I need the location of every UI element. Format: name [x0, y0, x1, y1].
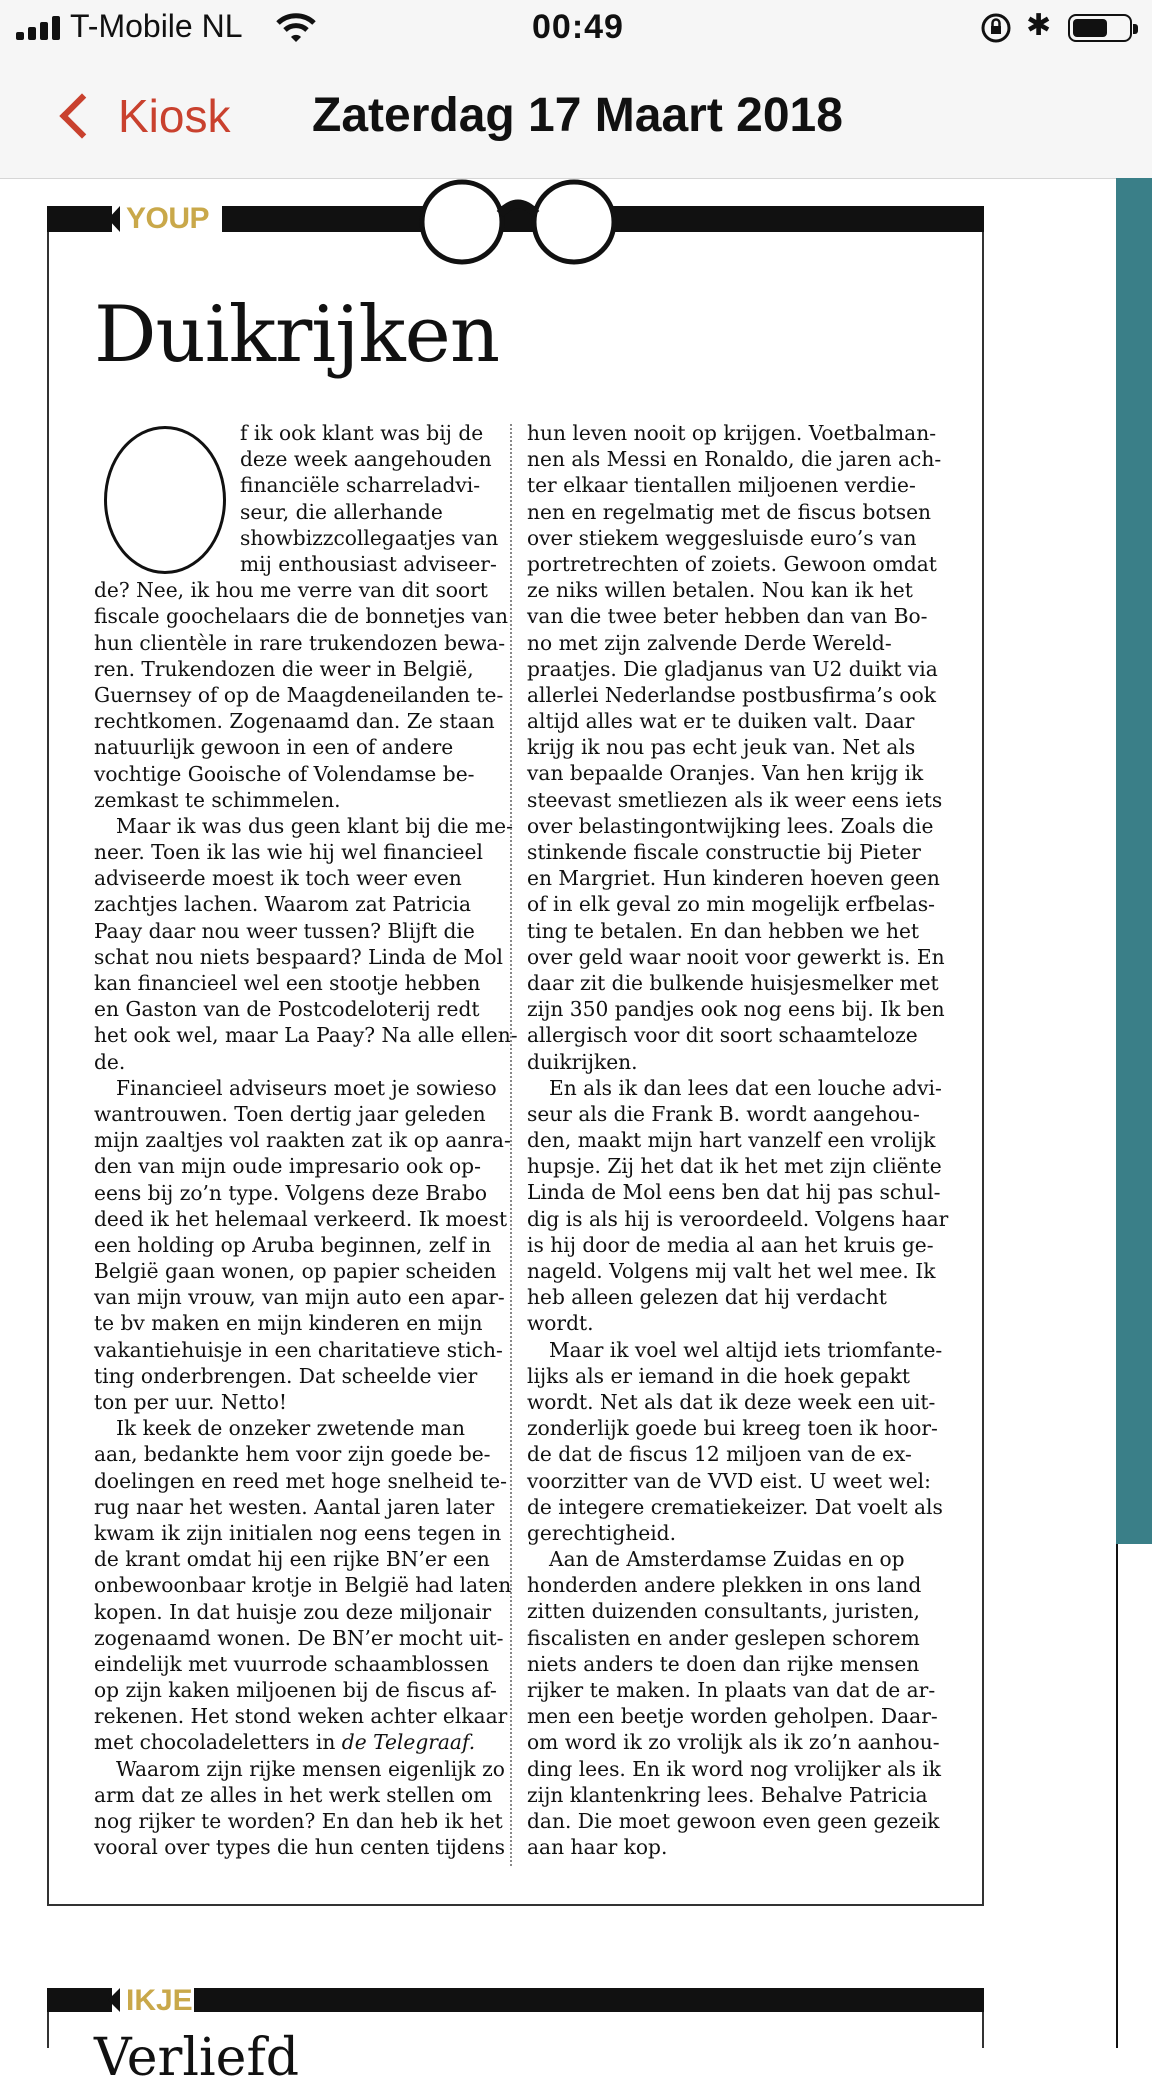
text-line: Paay daar nou weer tussen? Blijft die	[94, 918, 475, 943]
text-line: Aan de Amsterdamse Zuidas en op	[549, 1547, 905, 1572]
clock: 00:49	[532, 8, 624, 46]
column-divider	[510, 424, 512, 1866]
text-line: kwam ik zijn initialen nog eens tegen in	[94, 1520, 502, 1545]
text-line: nageld. Volgens mij valt het wel mee. Ik	[527, 1259, 936, 1283]
text-line: nen en regelmatig met de fiscus botsen	[527, 499, 932, 524]
bluetooth-icon: ✱	[1026, 9, 1052, 42]
article-column-1	[94, 577, 518, 1860]
text-line: rug naar het westen. Aantal jaren later	[94, 1494, 495, 1519]
text-line: gerechtigheid.	[527, 1520, 677, 1545]
text-line: een holding op Aruba beginnen, zelf in	[94, 1232, 492, 1257]
text-line: seur, die allerhande	[240, 499, 443, 524]
text-line: nen als Messi en Ronaldo, die jaren ach-	[527, 447, 942, 472]
text-line: onbewoonbaar krotje in België had laten	[94, 1573, 512, 1598]
text-line: hupsje. Zij het dat ik het met zijn cliënte	[527, 1154, 942, 1179]
text-line: no met zijn zalvende Derde Wereld-	[527, 630, 892, 655]
text-line: zijn 350 pandjes ook nog eens bij. Ik ben	[527, 997, 945, 1022]
text-line: wordt. Net als dat ik deze week een uit-	[527, 1389, 936, 1414]
text-line: Guernsey of op de Maagdeneilanden te-	[94, 682, 504, 707]
wifi-icon	[276, 12, 316, 44]
text-line: met chocoladeletters in de Telegraaf.	[94, 1730, 476, 1755]
text-line: Ik keek de onzeker zwetende man	[116, 1416, 466, 1441]
article-intro-text	[240, 420, 500, 577]
text-line: dan. Die moet gewoon even geen gezeik	[527, 1808, 940, 1833]
text-line: Financieel adviseurs moet je sowieso	[116, 1075, 497, 1100]
text-line: mij enthousiast adviseer-	[240, 551, 497, 576]
battery-icon	[1068, 14, 1132, 42]
text-line: fiscalisten en ander geslepen schorem	[527, 1625, 920, 1650]
text-line: seur als die Frank B. wordt aangehou-	[527, 1101, 920, 1126]
text-line: nog rijker te worden? En dan heb ik het	[94, 1809, 503, 1833]
text-line: ren. Trukendozen die weer in België,	[94, 656, 474, 681]
text-line: adviseerde moest ik toch weer even	[94, 866, 462, 891]
text-line: of in elk geval zo min mogelijk erfbelas-	[527, 892, 935, 917]
text-line: portretrechten of zoiets. Gewoon omdat	[527, 551, 937, 576]
text-line: vochtige Gooische of Volendamse be-	[94, 761, 475, 786]
text-line: vakantiehuisje in een charitatieve stich-	[94, 1337, 503, 1362]
text-line: Maar ik was dus geen klant bij die me-	[116, 813, 513, 838]
text-line: van die twee beter hebben dan van Bo-	[527, 604, 928, 629]
next-column-tag: IKJE	[126, 1984, 193, 2017]
text-line: rekenen. Het stond weken achter elkaar	[94, 1704, 508, 1729]
text-line: men een beetje worden geholpen. Daar-	[527, 1704, 938, 1729]
article-column-2	[527, 420, 949, 1860]
text-line: altijd alles wat er te duiken valt. Daar	[527, 709, 915, 734]
text-line: schat nou niets bespaard? Linda de Mol	[94, 944, 503, 969]
text-line: zemkast te schimmelen.	[94, 787, 341, 812]
text-line: deze week aangehouden	[240, 447, 492, 472]
text-line: ter elkaar tientallen miljoenen verdie-	[527, 473, 916, 498]
text-line: over belastingontwijking lees. Zoals die	[527, 813, 934, 838]
text-line: doelingen en reed met hoge snelheid te-	[94, 1468, 507, 1493]
text-line: allerlei Nederlandse postbusfirma’s ook	[527, 682, 936, 707]
text-line: het ook wel, maar La Paay? Na alle ellen-	[94, 1023, 518, 1048]
text-line: te bv maken en mijn kinderen en mijn	[94, 1311, 483, 1336]
carrier-name: T-Mobile NL	[70, 8, 243, 44]
text-line: ding lees. En ik word nog vrolijker als ik	[527, 1756, 942, 1781]
text-line: steevast smetliezen als ik weer eens iets	[527, 787, 943, 812]
text-line: om word ik zo vrolijk als ik zo’n aanhou-	[527, 1730, 940, 1755]
text-line: niets anders te doen dan rijke mensen	[527, 1651, 920, 1676]
text-line: ton per uur. Netto!	[94, 1390, 287, 1414]
text-line: kan financieel wel een stootje hebben	[94, 971, 481, 995]
text-line: heb alleen gelezen dat hij verdacht	[527, 1285, 887, 1310]
text-line: showbizzcollegaatjes van	[240, 525, 499, 550]
text-line: mijn zaaltjes vol raakten zat ik op aanra-	[94, 1128, 511, 1153]
text-line: rechtkomen. Zogenaamd dan. Ze staan	[94, 709, 495, 734]
text-line: België gaan wonen, op papier scheiden	[94, 1259, 497, 1284]
text-line: honderden andere plekken in ons land	[527, 1573, 922, 1598]
text-line: krijg ik nou pas echt jeuk van. Net als	[527, 735, 916, 760]
text-line: voorzitter van de VVD eist. U weet wel:	[527, 1468, 931, 1493]
text-line: de dat de fiscus 12 miljoen van de ex-	[527, 1442, 912, 1467]
text-line: allergisch voor dit soort schaamteloze	[527, 1023, 918, 1048]
page-title: Zaterdag 17 Maart 2018	[312, 89, 843, 142]
adjacent-page-edge[interactable]	[1116, 178, 1152, 1544]
text-line: de? Nee, ik hou me verre van dit soort	[94, 578, 488, 603]
text-line: vooral over types die hun centen tijdens	[94, 1835, 505, 1860]
text-line: Waarom zijn rijke mensen eigenlijk zo	[116, 1756, 505, 1781]
page-edge-line	[1116, 1544, 1118, 2048]
text-line: zonderlijk goede bui kreeg toen ik hoor-	[527, 1416, 938, 1441]
text-line: natuurlijk gewoon in een of andere	[94, 735, 454, 760]
text-line: Linda de Mol eens ben dat hij pas schul-	[527, 1180, 941, 1205]
rotation-lock-icon	[980, 12, 1012, 44]
back-label: Kiosk	[118, 90, 231, 142]
status-bar	[0, 0, 1152, 56]
text-line: den, maakt mijn hart vanzelf een vrolijk	[527, 1128, 936, 1153]
text-line: wantrouwen. Toen dertig jaar geleden	[94, 1101, 486, 1126]
navigation-bar	[0, 56, 1152, 179]
text-line: aan, bedankte hem voor zijn goede be-	[94, 1442, 491, 1467]
text-line: van mijn vrouw, van mijn auto een apar-	[94, 1285, 505, 1310]
text-line: f ik ook klant was bij de	[240, 421, 484, 445]
text-line: eindelijk met vuurrode schaamblossen	[94, 1651, 489, 1676]
text-line: En als ik dan lees dat een louche advi-	[549, 1075, 942, 1100]
text-line: zachtjes lachen. Waarom zat Patricia	[94, 892, 472, 917]
text-line: de krant omdat hij een rijke BN’er een	[94, 1547, 490, 1572]
text-line: daar zit die bulkende huisjesmelker met	[527, 970, 939, 995]
text-line: financiële scharreladvi-	[240, 473, 481, 498]
text-line: arm dat ze alles in het werk stellen om	[94, 1782, 493, 1807]
glasses-icon	[410, 176, 624, 266]
text-line: rijker te maken. In plaats van dat de ar-	[527, 1678, 936, 1702]
text-line: hun leven nooit op krijgen. Voetbalman-	[527, 421, 937, 445]
newspaper-name: de Telegraaf.	[335, 1730, 476, 1755]
dropcap-o	[104, 426, 226, 574]
text-line: is hij door de media al aan het kruis ge-	[527, 1232, 934, 1257]
text-line: de.	[94, 1049, 126, 1074]
text-line: en Gaston van de Postcodeloterij redt	[94, 997, 480, 1022]
text-line: dig is als hij is veroordeeld. Volgens haar	[527, 1206, 949, 1231]
text-line: lijks als er iemand in die hoek gepakt	[527, 1363, 910, 1388]
next-article-headline[interactable]: Verliefd	[94, 2028, 299, 2088]
article-headline: Duikrijken	[94, 290, 500, 380]
text-line: praatjes. Die gladjanus van U2 duikt via	[527, 656, 938, 681]
text-line: hun clientèle in rare trukendozen bewa-	[94, 630, 506, 655]
text-line: op zijn kaken miljoenen bij de fiscus af-	[94, 1678, 497, 1703]
text-line: Maar ik voel wel altijd iets triomfante-	[549, 1337, 943, 1362]
back-to-kiosk-button[interactable]	[54, 86, 230, 146]
text-line: de integere crematiekeizer. Dat voelt als	[527, 1494, 943, 1519]
text-line: aan haar kop.	[527, 1835, 668, 1860]
text-line: stinkende fiscale constructie bij Pieter	[527, 840, 921, 864]
text-line: van bepaalde Oranjes. Van hen krijg ik	[527, 761, 924, 786]
text-line: fiscale goochelaars die de bonnetjes van	[94, 604, 509, 629]
signal-strength-icon	[16, 16, 62, 40]
text-line: zogenaamd wonen. De BN’er mocht uit-	[94, 1625, 504, 1650]
text-line: wordt.	[527, 1311, 594, 1336]
text-line: over stiekem weggesluisde euro’s van	[527, 525, 917, 550]
column-tag: YOUP	[126, 202, 210, 235]
text-line: duikrijken.	[527, 1049, 638, 1074]
text-line: eens bij zo’n type. Volgens deze Brabo	[94, 1180, 488, 1205]
text-line: kopen. In dat huisje zou deze miljonair	[94, 1599, 492, 1624]
text-line: en Margriet. Hun kinderen hoeven geen	[527, 866, 940, 891]
text-line: ting te betalen. En dan hebben we het	[527, 918, 920, 943]
text-line: ze niks willen betalen. Nou kan ik het	[527, 578, 913, 603]
text-line: den van mijn oude impresario ook op-	[94, 1154, 481, 1179]
text-line: zitten duizenden consultants, juristen,	[527, 1599, 920, 1624]
text-line: neer. Toen ik las wie hij wel financieel	[94, 840, 483, 865]
text-line: over geld waar nooit voor gewerkt is. En	[527, 944, 945, 969]
text-line: deed ik het helemaal verkeerd. Ik moest	[94, 1206, 508, 1231]
text-line: ting onderbrengen. Dat scheelde vier	[94, 1363, 478, 1388]
text-line: zijn klantenkring lees. Behalve Patricia	[527, 1782, 928, 1807]
chevron-left-icon	[59, 93, 104, 138]
